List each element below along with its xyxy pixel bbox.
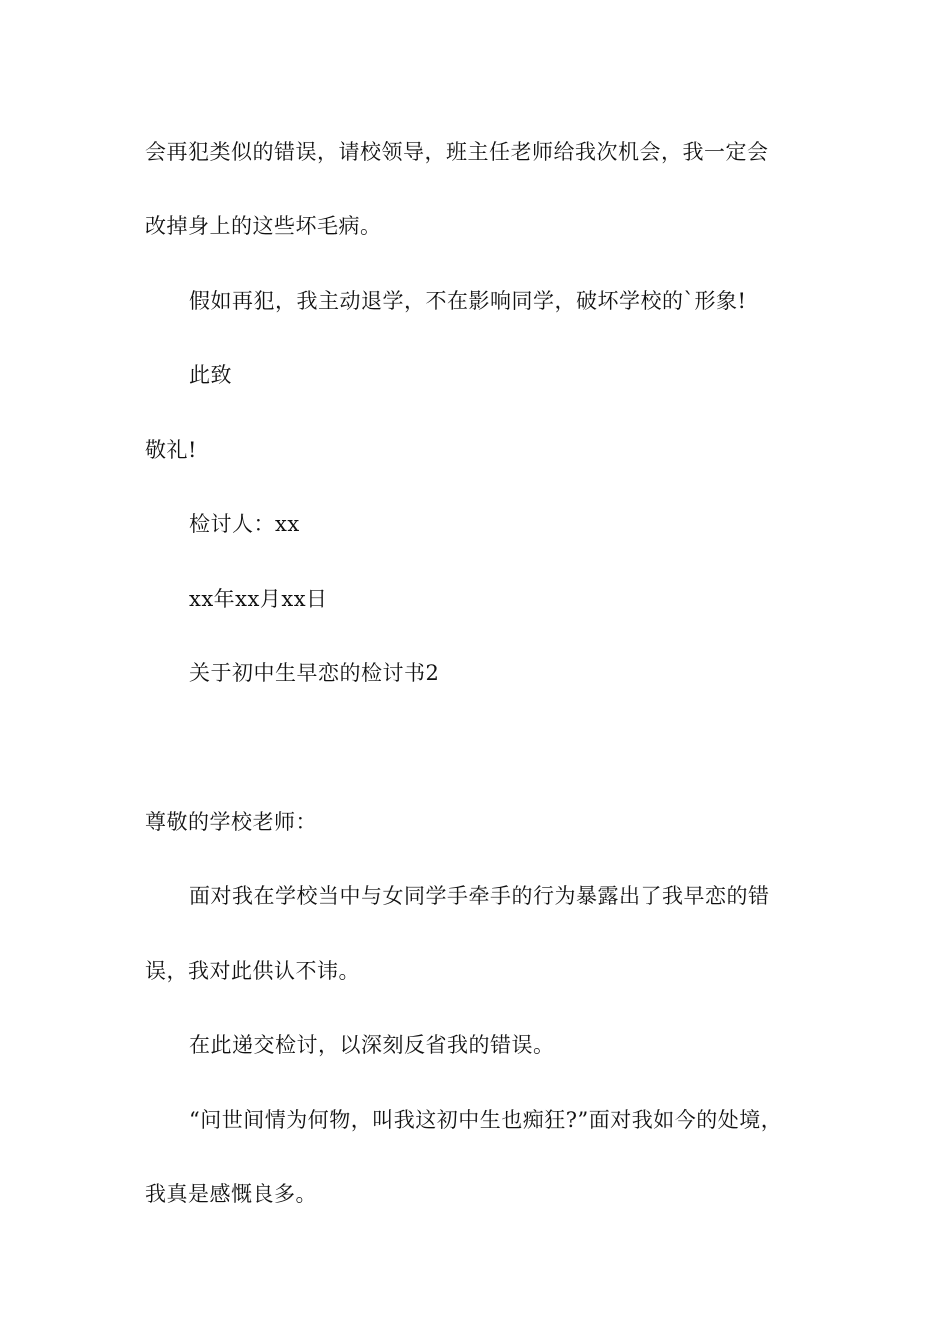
paragraph-line: 会再犯类似的错误，请校领导，班主任老师给我次机会，我一定会: [145, 140, 769, 164]
section-title: 关于初中生早恋的检讨书2: [189, 661, 440, 685]
closing-respect: 敬礼!: [145, 438, 197, 462]
date-line: xx年xx月xx日: [189, 587, 328, 611]
paragraph-line: 在此递交检讨，以深刻反省我的错误。: [189, 1033, 555, 1057]
closing-salutation: 此致: [189, 363, 232, 387]
paragraph-line: 误，我对此供认不讳。: [145, 959, 360, 983]
paragraph-line: 假如再犯，我主动退学，不在影响同学，破坏学校的`形象!: [189, 289, 747, 313]
paragraph-line: “问世间情为何物，叫我这初中生也痴狂?”面对我如今的处境，: [189, 1108, 783, 1132]
paragraph-line: 面对我在学校当中与女同学手牵手的行为暴露出了我早恋的错: [189, 884, 770, 908]
signature-line: 检讨人：xx: [189, 512, 300, 536]
paragraph-line: 我真是感慨良多。: [145, 1182, 317, 1206]
greeting-line: 尊敬的学校老师：: [145, 810, 317, 834]
paragraph-line: 改掉身上的这些坏毛病。: [145, 214, 382, 238]
